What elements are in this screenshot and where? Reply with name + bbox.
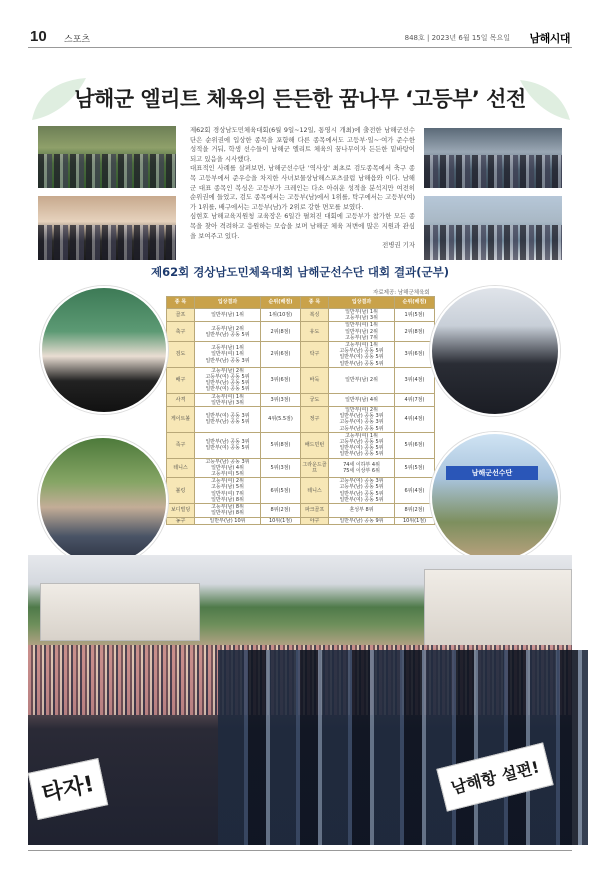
result-cell: 혼성부 8위 [329,504,395,517]
column-header: 종 목 [301,297,329,309]
table-row [167,517,435,524]
results-title: 제62회 경상남도민체육대회 남해군선수단 대회 결과(군부) [150,265,450,279]
rank-cell: 3위(6점) [395,342,435,368]
result-cell: 고등부(여) 1위 고등부(남) 공동 5위 일반부(여) 공동 5위 일반부(남) 공동 5위 [329,432,395,458]
rank-cell: 10위(1점) [395,517,435,524]
result-cell: 고등부(여) 공동 3위 고등부(남) 공동 5위 일반부(남) 공동 5위 일반부(여) 공동 5위 [329,478,395,504]
result-cell: 74세 이하부 4위 75세 이상부 6위 [329,458,395,478]
photo-team-field [38,126,176,188]
article-paragraph: 대표적인 사례를 살펴보면, 남해군선수단 '역사상' 최초로 검도종목에서 축구 종목 고등부에서 준우승을 차지한 사녀보물상남해스포츠클럽 남해읍와 이다. 남해군 대표 종목인 복싱은 고등부가 크레인는 다소 아쉬운 성적을 분석지만 여전히 순위권에 들었고, 검도 종목에서는 고등부(남)에서 1위를, 탁구에서는 고등부(여)가 1위를, 배구에서는 고등부(남)가 2위로 강한 면모를 보였다. [190,164,415,211]
event-cell: 족구 [167,432,195,458]
event-cell: 그라운드골프 [301,458,329,478]
byline: 전병권 기자 [382,241,415,250]
rank-cell: 3위(6점) [261,367,301,393]
result-cell: 일반부(여) 1위 일반부(남) 2위 고등부(남) 7위 [329,322,395,342]
event-cell: 테니스 [301,478,329,504]
event-cell: 골프 [167,309,195,322]
result-cell: 일반부(남) 공동 9위 [329,517,395,524]
event-cell: 배구 [167,367,195,393]
table-row [167,393,435,406]
footer-rule [28,850,572,851]
event-cell: 축구 [167,322,195,342]
event-cell: 테니스 [167,458,195,478]
page-header [28,28,572,48]
table-row [167,342,435,368]
result-cell: 일반부(남) 공동 3위 일반부(여) 공동 5위 [195,432,261,458]
event-cell: 유도 [301,322,329,342]
result-cell: 일반부(남) 2위 [329,367,395,393]
photo-team-indoor [38,196,176,260]
result-cell: 일반부(남) 1위 [195,309,261,322]
cheer-sign: 타자! [28,758,108,820]
event-cell: 볼링 [167,478,195,504]
rank-cell: 1위(5점) [395,309,435,322]
table-row [167,367,435,393]
rank-cell: 4위(7점) [395,393,435,406]
article-paragraph: 심현호 남해교육지원청 교육장은 6일간 펼쳐진 대회에 고등부가 참가한 모든 종목을 찾아 격려하고 응원하는 모습을 보며 남해군 체육 저변에 많은 지원과 관심을 보여주고 있다. [190,212,415,240]
event-cell: 파크골프 [301,504,329,517]
banner-text: 남해군선수단 [446,466,538,480]
table-row [167,322,435,342]
event-cell: 복싱 [301,309,329,322]
result-cell: 일반부(여) 2위 일반부(남) 공동 3위 고등부(여) 공동 3위 고등부(남) 공동 5위 [329,407,395,433]
rank-cell: 8위(2점) [261,504,301,517]
result-cell: 일반부(남) 1위 고등부(남) 3위 [329,309,395,322]
rank-cell: 2위(8점) [395,322,435,342]
result-cell: 고등부(남) 2위 일반부(남) 공동 5위 [195,322,261,342]
table-row [167,478,435,504]
rank-cell: 4위(4점) [395,407,435,433]
rank-cell: 3위(3점) [261,393,301,406]
photo-team-outdoor [424,196,562,260]
photo-circle-tennis [38,436,168,566]
rank-cell: 2위(6점) [261,342,301,368]
event-cell: 궁도 [301,393,329,406]
rank-cell: 5위(6점) [395,432,435,458]
photo-team-gym [424,128,562,188]
table-row [167,458,435,478]
rank-cell: 5위(3점) [261,458,301,478]
rank-cell: 3위(4점) [395,367,435,393]
result-cell: 고등부(여) 1위 고등부(남) 공동 5위 일반부(여) 공동 5위 일반부(남) 공동 5위 [329,342,395,368]
photo-circle-spectators [430,286,560,416]
headline: 남해군 엘리트 체육의 든든한 꿈나무 ‘고등부’ 선전 [74,87,526,111]
event-cell: 탁구 [301,342,329,368]
column-header: 순위(배점) [395,297,435,309]
newspaper-logo: 남해시대 [529,32,570,45]
event-cell: 정구 [301,407,329,433]
rank-cell: 1위(10점) [261,309,301,322]
photo-opening-ceremony [28,555,572,845]
photo-circle-boxing [430,432,560,562]
rank-cell: 5위(5점) [395,458,435,478]
issue-info: 848호 | 2023년 6월 15일 목요일 [404,34,510,42]
event-cell: 바둑 [301,367,329,393]
column-header: 입상결과 [329,297,395,309]
rank-cell: 5위(8점) [261,432,301,458]
photo-circle-table-tennis [40,286,168,414]
table-row [167,432,435,458]
rank-cell: 2위(8점) [261,322,301,342]
event-cell: 야구 [301,517,329,524]
rank-cell: 4위(5.5점) [261,407,301,433]
result-cell: 고등부(남) 공동 3위 일반부(남) 4위 고등부(여) 5위 [195,458,261,478]
result-cell: 일반부(남) 10위 [195,517,261,524]
table-row [167,407,435,433]
result-cell: 고등부(남) 2위 고등부(여) 공동 5위 일반부(남) 공동 5위 일반부(여) 공동 5위 [195,367,261,393]
rank-cell: 8위(2점) [395,504,435,517]
result-cell: 고등부(여) 2위 고등부(남) 5위 일반부(여) 7위 일반부(남) 8위 [195,478,261,504]
result-cell: 일반부(여) 공동 3위 일반부(남) 공동 5위 [195,407,261,433]
event-cell: 배드민턴 [301,432,329,458]
results-table [166,296,435,525]
event-cell: 검도 [167,342,195,368]
table-row [167,504,435,517]
column-header: 입상결과 [195,297,261,309]
result-cell: 고등부(남) 8위 일반부(남) 8위 [195,504,261,517]
rank-cell: 6위(5점) [261,478,301,504]
column-header: 종 목 [167,297,195,309]
event-cell: 게이트볼 [167,407,195,433]
cheer-sign: 남해항 설편! [436,742,553,811]
result-cell: 고등부(여) 1위 일반부(남) 3위 [195,393,261,406]
article-body [190,126,415,251]
event-cell: 농구 [167,517,195,524]
page-number: 10 [30,28,47,45]
event-cell: 사격 [167,393,195,406]
article-paragraph: 제62회 경상남도민체육대회(6월 9일~12일, 통영시 개최)에 출전한 남해군선수단은 순위권에 입상한 종목을 포함해 다른 종목에서도 고등부·일~·여가 준수한 성적을 거둬, 학생 선수들이 남해군 엘리트 체육의 꿈나무이자 든든한 밑바탕이 되고 있음을 시사했다. [190,126,415,163]
data-source: 자료제공: 남해군체육회 [373,290,430,296]
rank-cell: 6위(4점) [395,478,435,504]
rank-cell: 10위(1점) [261,517,301,524]
table-row [167,309,435,322]
event-cell: 보디빌딩 [167,504,195,517]
result-cell: 고등부(남) 1위 일반부(여) 1위 일반부(남) 공동 3위 [195,342,261,368]
column-header: 순위(배점) [261,297,301,309]
section-label: 스포츠 [64,35,91,45]
result-cell: 일반부(남) 4위 [329,393,395,406]
